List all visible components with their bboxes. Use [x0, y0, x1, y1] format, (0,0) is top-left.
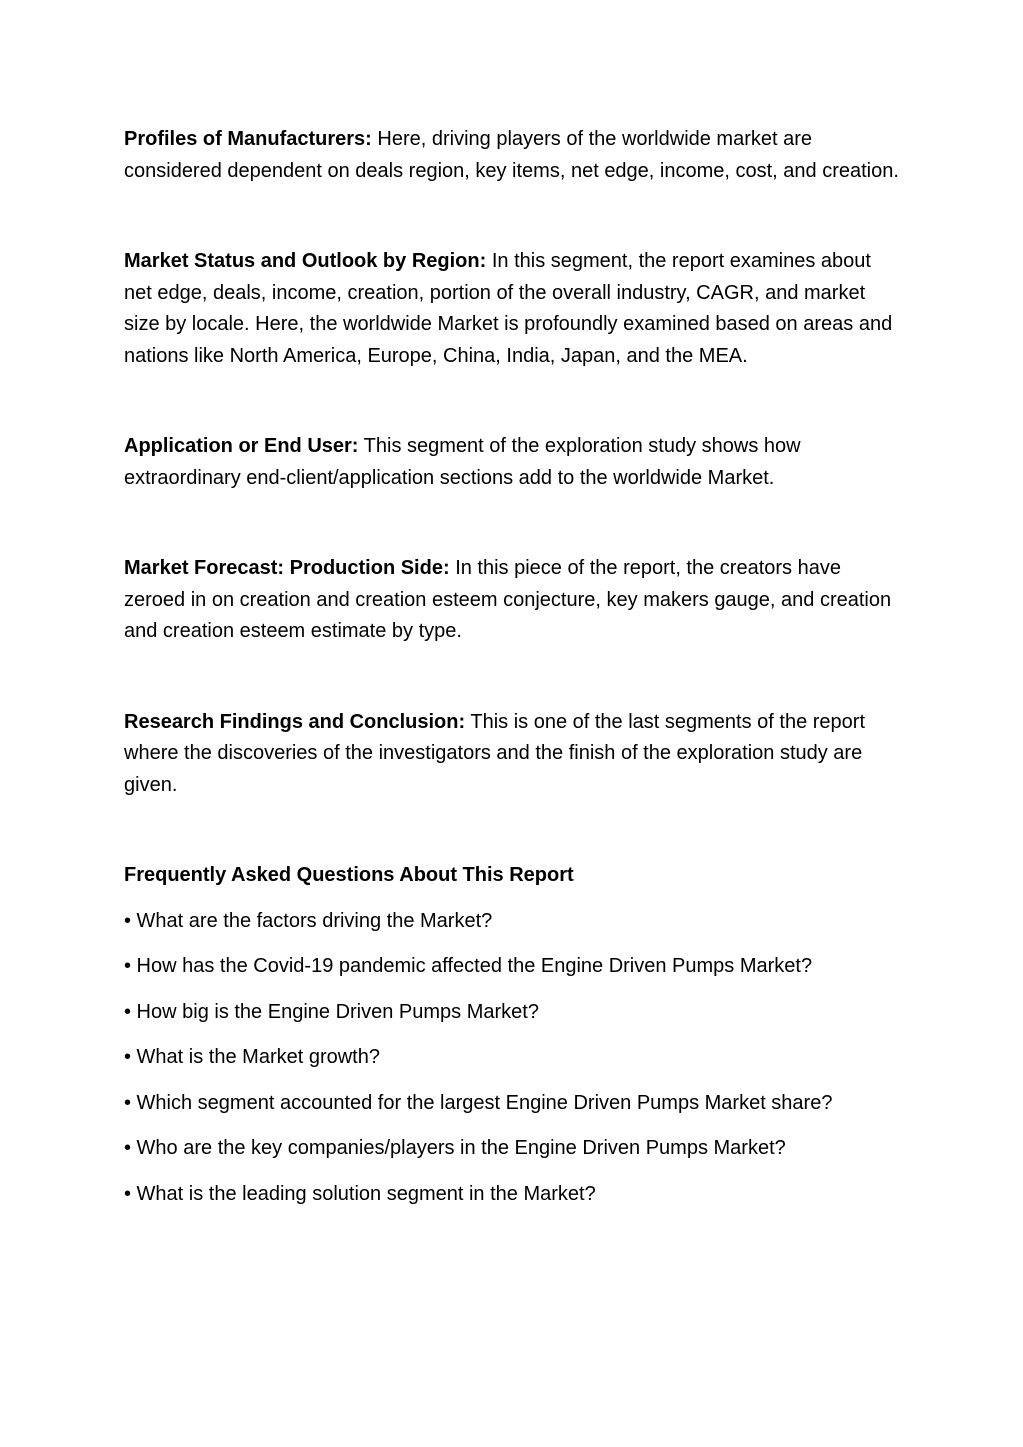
section-market-forecast-production: [124, 553, 904, 648]
section-paragraph: [124, 431, 904, 494]
section-application-end-user: [124, 431, 904, 494]
section-paragraph: [124, 707, 904, 802]
faq-item: • Which segment accounted for the largest Engine Driven Pumps Market share?: [124, 1091, 833, 1114]
faq-item: • What is the Market growth?: [124, 1046, 380, 1068]
section-heading: Market Status and Outlook by Region:: [124, 250, 487, 272]
document-page: [124, 124, 904, 1224]
faq-title: Frequently Asked Questions About This Report: [124, 864, 574, 886]
section-heading: Profiles of Manufacturers:: [124, 128, 372, 150]
section-heading: Application or End User:: [124, 435, 359, 457]
faq-item: • How big is the Engine Driven Pumps Market?: [124, 1000, 539, 1023]
faq-section: [124, 860, 904, 1210]
section-paragraph: [124, 124, 904, 187]
section-market-status-by-region: [124, 246, 904, 372]
section-body: This segment of the exploration study shows how extraordinary end-client/application sections add to the worldwide Market.: [124, 435, 801, 489]
faq-item: • How has the Covid-19 pandemic affected the Engine Driven Pumps Market?: [124, 955, 813, 977]
section-paragraph: [124, 246, 904, 372]
faq-list: [124, 906, 904, 1211]
section-research-findings: [124, 707, 904, 802]
section-profiles-of-manufacturers: [124, 124, 904, 187]
section-heading: Research Findings and Conclusion:: [124, 710, 466, 733]
section-heading: Market Forecast: Production Side:: [124, 557, 450, 579]
faq-item: • What is the leading solution segment in the Market?: [124, 1182, 596, 1205]
section-body: In this segment, the report examines about net edge, deals, income, creation, portion of the overall industry, CAGR, and market size by locale. Here, the worldwide Market is profoundly examined based on areas and nations like North America, Europe, China, India, Japan, and the MEA.: [124, 250, 893, 367]
section-body: Here, driving players of the worldwide market are considered dependent on deals region, key items, net edge, income, cost, and creation.: [124, 128, 899, 182]
faq-item: • Who are the key companies/players in the Engine Driven Pumps Market?: [124, 1137, 786, 1159]
section-body: In this piece of the report, the creators have zeroed in on creation and creation esteem conjecture, key makers gauge, and creation and creation esteem estimate by type.: [124, 557, 892, 642]
faq-item: • What are the factors driving the Market?: [124, 909, 493, 932]
section-body: This is one of the last segments of the report where the discoveries of the investigators and the finish of the exploration study are given.: [124, 710, 866, 796]
section-paragraph: [124, 553, 904, 648]
